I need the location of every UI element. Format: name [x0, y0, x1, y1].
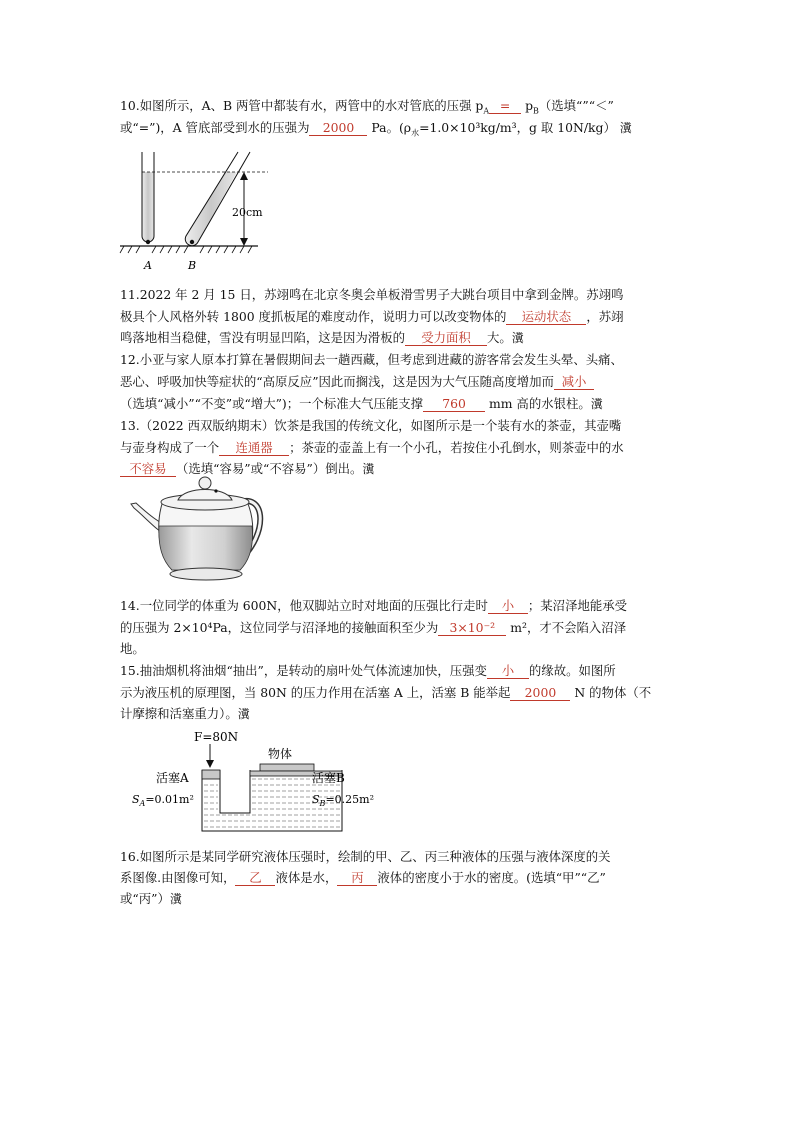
q16-line-2	[120, 870, 606, 886]
q13-text: ；茶壶的壶盖上有一个小孔，若按住小孔倒水，则茶壶中的水	[289, 440, 624, 455]
q15-text: 计摩擦和活塞重力）。	[120, 706, 238, 721]
q12-text: 恶心、呼吸加快等症状的“高原反应”因此而搁浅，这是因为大气压随高度增加而	[120, 374, 554, 389]
q10-text: 10.如图所示，A、B 两管中都装有水，两管中的水对管底的压强 p	[120, 98, 484, 113]
q11-text: 鸣落地相当稳健，雪没有明显凹陷，这是因为滑板的	[120, 330, 405, 345]
hydraulic-press-figure	[126, 727, 382, 835]
point-a	[146, 240, 150, 244]
q14-text: 14.一位同学的体重为 600N，他双脚站立时对地面的压强比行走时	[120, 598, 488, 613]
q11-line-1: 11.2022 年 2 月 15 日，苏翊鸣在北京冬奥会单板滑雪男子大跳台项目中拿到金牌。苏翊鸣	[120, 287, 624, 302]
q16-text: 或“丙”）	[120, 891, 170, 906]
q14-line-1	[120, 598, 627, 614]
q10-text: （选填“”“＜”	[538, 98, 614, 113]
watermark-char: 瀵	[590, 397, 603, 411]
q16-line-3	[120, 891, 182, 907]
q13-text: 与壶身构成了一个	[120, 440, 220, 455]
watermark-char: 瀵	[362, 462, 375, 476]
subscript: 水	[411, 128, 420, 138]
q14-line-3: 地。	[120, 641, 145, 656]
watermark-char: 瀵	[511, 331, 524, 345]
lid-hole	[214, 489, 217, 492]
answer-blank: 减小	[554, 375, 594, 390]
area-a-label: $S_A=0.01m^2$	[132, 793, 194, 808]
point-b	[190, 240, 194, 244]
q15-text: 示为液压机的原理图，当 80N 的压力作用在活塞 A 上，活塞 B 能举起	[120, 685, 511, 700]
answer-blank: 小	[487, 664, 529, 679]
q15-text: N 的物体（不	[570, 685, 652, 700]
q15-text: 的缘故。如图所	[528, 663, 616, 678]
q16-line-1: 16.如图所示是某同学研究液体压强时，绘制的甲、乙、丙三种液体的压强与液体深度的关	[120, 849, 611, 864]
q10-text: =1.0×10³kg/m³，g 取 10N/kg）	[419, 120, 616, 135]
tube-b-label: B	[188, 259, 197, 272]
object-label: 物体	[268, 747, 293, 761]
height-label: 20cm	[232, 206, 263, 219]
answer-blank: 运动状态	[506, 310, 586, 325]
q16-text: 液体是水，	[275, 870, 338, 885]
answer-blank: 不容易	[120, 462, 176, 477]
ground-hatch	[120, 246, 252, 253]
answer-blank: 受力面积	[405, 331, 487, 346]
q15-line-1	[120, 663, 616, 679]
q11-text: ，苏翊	[586, 309, 624, 324]
piston-a	[202, 770, 220, 779]
q10-text: 或“=”)，A 管底部受到水的压强为	[120, 120, 310, 135]
tube-a-label: A	[144, 259, 152, 272]
answer-blank: 2000	[309, 121, 367, 136]
answer-blank: =	[489, 99, 521, 114]
teapot-water	[159, 526, 253, 570]
arrow-head-down	[240, 238, 248, 246]
object-block	[260, 764, 314, 771]
q12-text: mm 高的水银柱。	[485, 396, 591, 411]
watermark-char: 瀵	[237, 707, 250, 721]
answer-blank: 小	[488, 599, 528, 614]
tubes-figure	[118, 148, 268, 276]
teapot-lid	[178, 490, 232, 501]
q15-line-2	[120, 685, 651, 701]
tube-a-water	[142, 172, 154, 242]
q14-text: m²，才不会陷入沼泽	[506, 620, 627, 635]
q13-text: （选填“容易”或“不容易”）倒出。	[176, 461, 363, 476]
area-b-label: $S_B=0.25m^2$	[312, 793, 374, 808]
q14-text: 的压强为 2×10⁴Pa，这位同学与沼泽地的接触面积至少为	[120, 620, 439, 635]
q11-line-2	[120, 309, 624, 325]
lid-knob	[199, 477, 211, 489]
force-label: F=80N	[194, 730, 239, 744]
q10-text: Pa。(ρ	[367, 120, 412, 135]
q16-text: 系图像.由图像可知，	[120, 870, 236, 885]
answer-blank: 2000	[510, 686, 570, 701]
q11-text: 极具个人风格外转 1800 度抓板尾的难度动作，说明力可以改变物体的	[120, 309, 507, 324]
piston-a-label: 活塞A	[156, 771, 189, 785]
q10-line-1	[120, 98, 614, 119]
q12-text: （选填“减小”“不变”或“增大”)；一个标准大气压能支撑	[120, 396, 424, 411]
q11-line-3	[120, 330, 524, 346]
q14-text: ；某沼泽地能承受	[527, 598, 628, 613]
q10-line-2	[120, 120, 632, 141]
teapot-figure	[128, 474, 268, 586]
q12-line-1: 12.小亚与家人原本打算在暑假期间去一趟西藏，但考虑到进藏的游客常会发生头晕、头痛、	[120, 352, 623, 367]
force-arrow-head	[206, 760, 214, 768]
answer-blank: 乙	[235, 871, 275, 886]
container-divider	[220, 770, 250, 813]
q15-line-3	[120, 706, 250, 722]
subscript: B	[533, 106, 539, 116]
q12-line-2	[120, 374, 594, 390]
q12-line-3	[120, 396, 603, 412]
answer-blank: 3×10⁻²	[438, 621, 506, 636]
watermark-char: 瀵	[619, 121, 632, 135]
q16-text: 液体的密度小于水的密度。(选填“甲”“乙”	[377, 870, 606, 885]
answer-blank: 760	[423, 397, 485, 412]
q13-line-1: 13.（2022 西双版纳期末）饮茶是我国的传统文化，如图所示是一个装有水的茶壶，其壶嘴	[120, 418, 622, 433]
q14-line-2	[120, 620, 626, 636]
tube-b-water	[185, 172, 237, 246]
answer-blank: 连通器	[219, 441, 289, 456]
q10-text: p	[521, 98, 533, 113]
q11-text: 大。	[486, 330, 512, 345]
q13-line-2	[120, 440, 624, 456]
q15-text: 15.抽油烟机将油烟“抽出”，是转动的扇叶处气体流速加快，压强变	[120, 663, 487, 678]
arrow-head-up	[240, 172, 248, 180]
subscript: A	[483, 106, 490, 116]
teapot-base	[170, 568, 242, 580]
watermark-char: 瀵	[169, 892, 182, 906]
piston-b-label: 活塞B	[312, 771, 345, 785]
answer-blank: 丙	[337, 871, 377, 886]
